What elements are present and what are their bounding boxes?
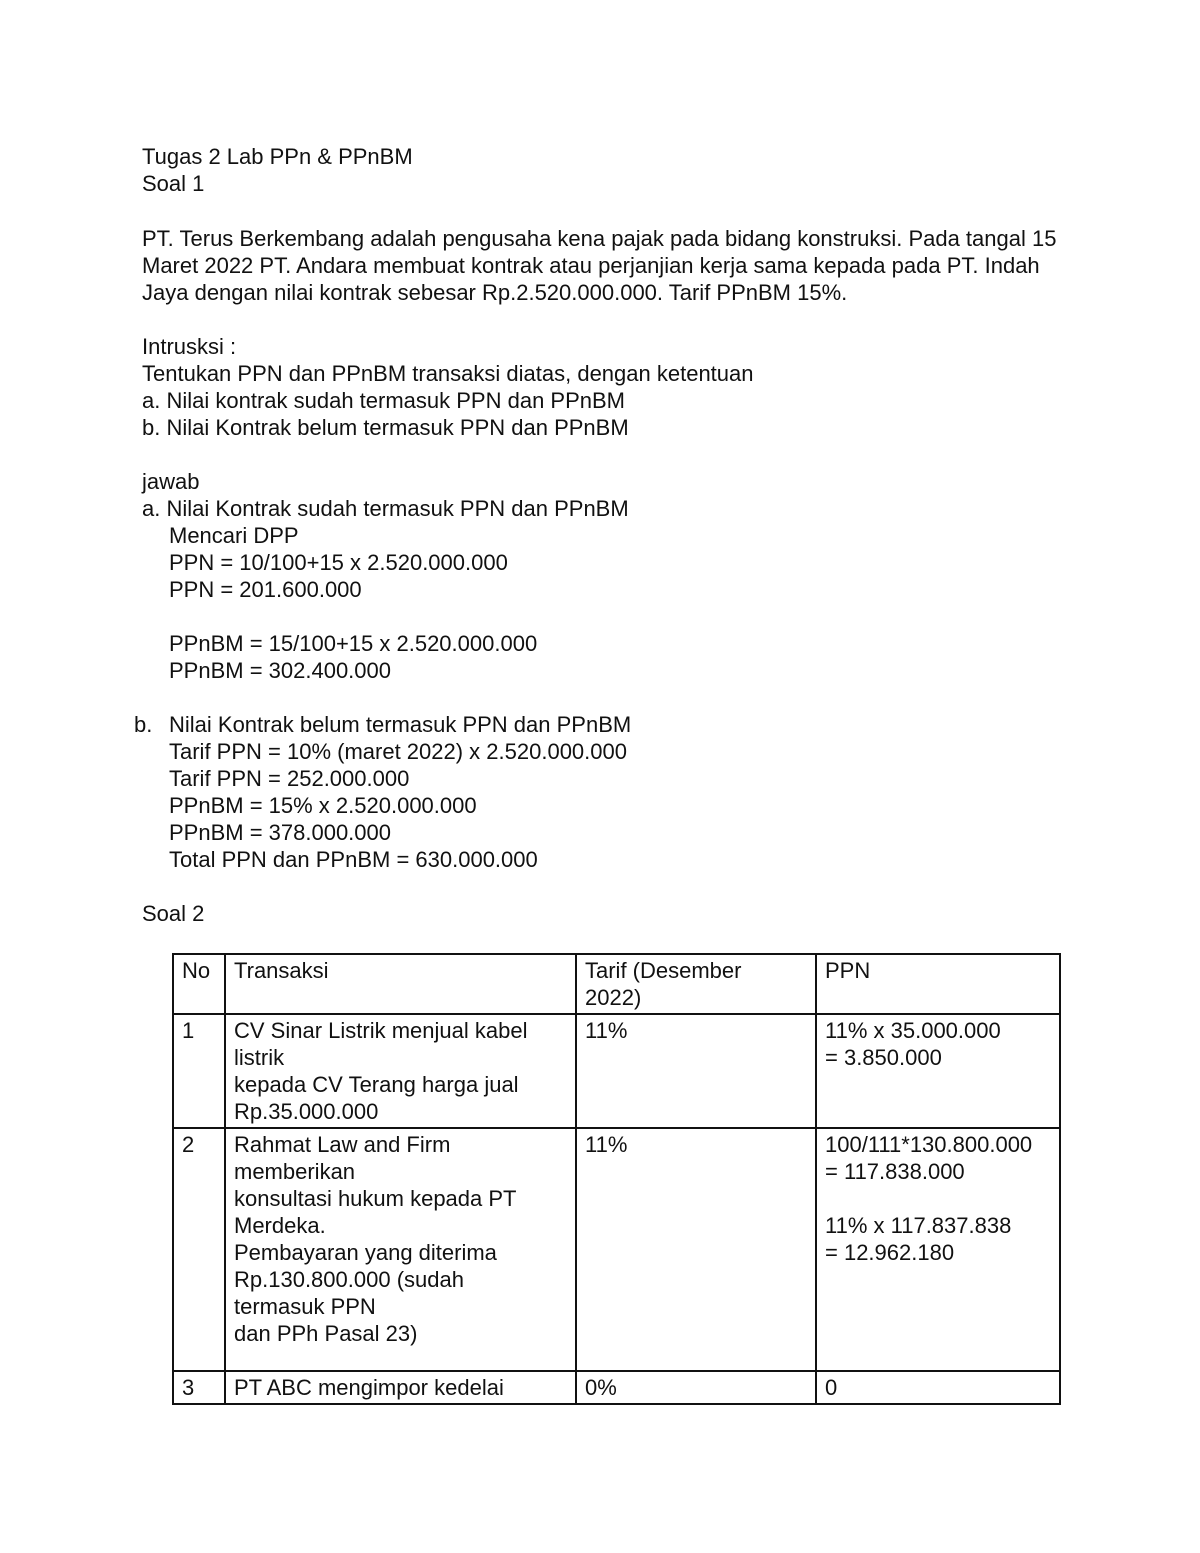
header-line: Transaksi xyxy=(234,958,329,983)
cell-no: 3 xyxy=(173,1371,225,1404)
cell-line: 11% x 35.000.000 xyxy=(825,1018,1001,1043)
option-a: a. Nilai kontrak sudah termasuk PPN dan PPnBM xyxy=(142,388,626,413)
cell-line: PT ABC mengimpor kedelai xyxy=(234,1375,504,1400)
cell-line: = 117.838.000 xyxy=(825,1159,965,1184)
header-tarif xyxy=(576,954,816,1014)
jawab-b-line: Total PPN dan PPnBM = 630.000.000 xyxy=(169,847,538,872)
cell-no: 2 xyxy=(173,1128,225,1371)
cell-line: termasuk PPN xyxy=(234,1294,376,1319)
jawab-b-line: PPnBM = 378.000.000 xyxy=(169,820,391,845)
soal2-table xyxy=(172,953,1061,1405)
jawab-b-marker: b. xyxy=(134,712,153,737)
header-line: PPN xyxy=(825,958,871,983)
cell-line: dan PPh Pasal 23) xyxy=(234,1321,418,1346)
document-title: Tugas 2 Lab PPn & PPnBM xyxy=(142,144,413,169)
cell-line: = 12.962.180 xyxy=(825,1240,955,1265)
option-b: b. Nilai Kontrak belum termasuk PPN dan PPnBM xyxy=(142,415,629,440)
soal1-paragraph: PT. Terus Berkembang adalah pengusaha kena pajak pada bidang konstruksi. Pada tangal 15 Maret 2022 PT. Andara membuat kontrak atau perjanjian kerja sama kepada pada PT. Indah Jaya dengan nilai kontrak sebesar Rp.2.520.000.000. Tarif PPnBM 15%. xyxy=(142,226,1057,305)
jawab-b-heading: Nilai Kontrak belum termasuk PPN dan PPnBM xyxy=(169,712,632,737)
table-row xyxy=(173,1014,1060,1128)
jawab-a-line: PPN = 201.600.000 xyxy=(169,577,362,602)
jawab-b-line: Tarif PPN = 252.000.000 xyxy=(169,766,410,791)
table-row xyxy=(173,1128,1060,1371)
cell-line: = 3.850.000 xyxy=(825,1045,942,1070)
cell-tarif: 11% xyxy=(576,1128,816,1371)
header-line: 2022) xyxy=(585,985,642,1010)
cell-line: Rp.130.800.000 (sudah xyxy=(234,1267,464,1292)
cell-line: Rp.35.000.000 xyxy=(234,1099,379,1124)
soal1-heading: Soal 1 xyxy=(142,171,205,196)
jawab-b-line: PPnBM = 15% x 2.520.000.000 xyxy=(169,793,477,818)
table-row xyxy=(173,1371,1060,1404)
jawab-a-line: PPN = 10/100+15 x 2.520.000.000 xyxy=(169,550,508,575)
cell-line: Merdeka. xyxy=(234,1213,326,1238)
cell-line: CV Sinar Listrik menjual kabel xyxy=(234,1018,528,1043)
cell-line: Rahmat Law and Firm xyxy=(234,1132,451,1157)
cell-line: 11% x 117.837.838 xyxy=(825,1213,1012,1238)
header-no: No xyxy=(173,954,225,1014)
cell-tarif: 0% xyxy=(576,1371,816,1404)
jawab-b-line: Tarif PPN = 10% (maret 2022) x 2.520.000.000 xyxy=(169,739,627,764)
cell-line: memberikan xyxy=(234,1159,356,1184)
cell-line: listrik xyxy=(234,1045,285,1070)
cell-line: konsultasi hukum kepada PT xyxy=(234,1186,517,1211)
header-ppn xyxy=(816,954,1060,1014)
jawab-a-heading: a. Nilai Kontrak sudah termasuk PPN dan PPnBM xyxy=(142,496,629,521)
jawab-label: jawab xyxy=(142,469,200,494)
cell-line: kepada CV Terang harga jual xyxy=(234,1072,519,1097)
cell-ppn xyxy=(816,1128,1060,1371)
cell-no: 1 xyxy=(173,1014,225,1128)
cell-gap xyxy=(825,1185,1051,1212)
cell-tarif: 11% xyxy=(576,1014,816,1128)
jawab-a-line: PPnBM = 15/100+15 x 2.520.000.000 xyxy=(169,631,538,656)
cell-line: 0 xyxy=(825,1375,838,1400)
cell-transaksi xyxy=(225,1128,576,1371)
jawab-a-line: Mencari DPP xyxy=(169,523,299,548)
cell-transaksi xyxy=(225,1014,576,1128)
cell-ppn xyxy=(816,1014,1060,1128)
cell-line: Pembayaran yang diterima xyxy=(234,1240,497,1265)
instruksi-label: Intrusksi : xyxy=(142,334,237,359)
cell-transaksi xyxy=(225,1371,576,1404)
jawab-a-line: PPnBM = 302.400.000 xyxy=(169,658,391,683)
soal2-heading: Soal 2 xyxy=(142,901,205,926)
table-header-row xyxy=(173,954,1060,1014)
header-transaksi xyxy=(225,954,576,1014)
header-line: Tarif (Desember xyxy=(585,958,742,983)
cell-ppn xyxy=(816,1371,1060,1404)
instruksi-text: Tentukan PPN dan PPnBM transaksi diatas, dengan ketentuan xyxy=(142,361,754,386)
cell-line: 100/111*130.800.000 xyxy=(825,1132,1033,1157)
